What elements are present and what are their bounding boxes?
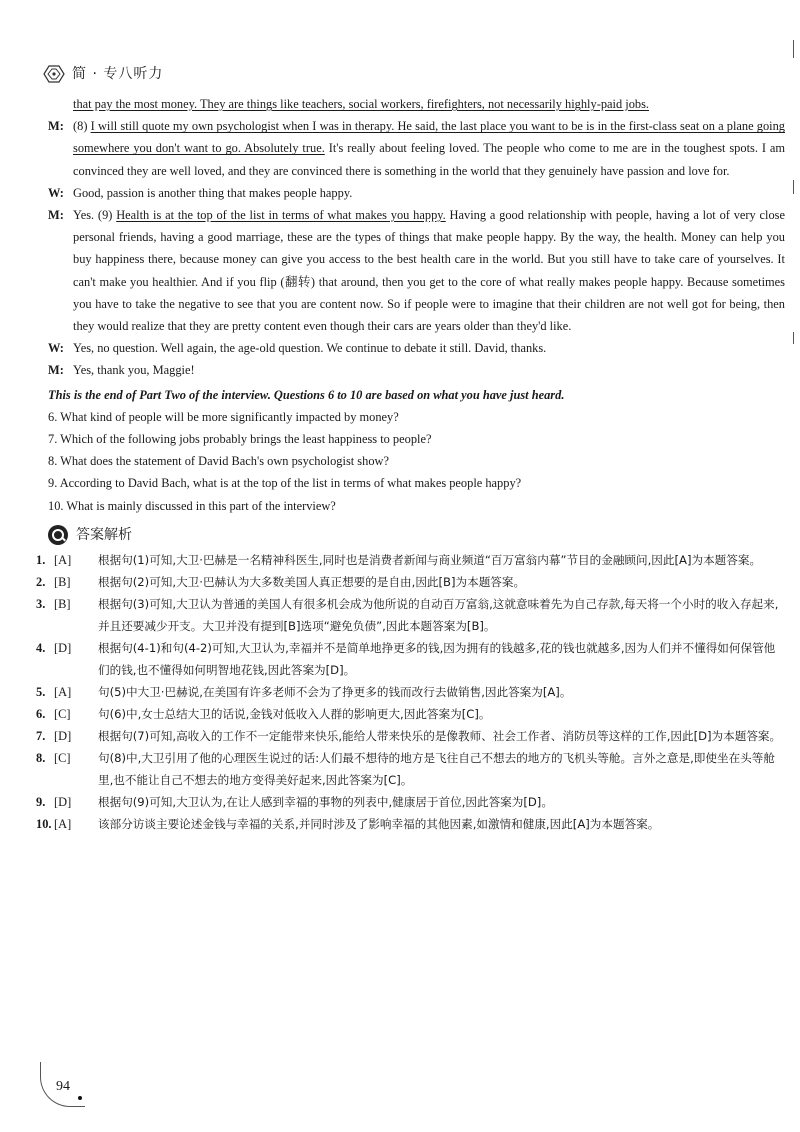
answer-key: [A] bbox=[54, 684, 72, 699]
answer-number: 8. bbox=[36, 750, 46, 765]
answer-explanation: 根据句(3)可知,大卫认为普通的美国人有很多机会成为他所说的自动百万富翁,这就意味着先为自己存款,每天将一个小时的收入存起来,并且还要减少开支。大卫并没有提到[B]选项“避免负债”,因此本题答案为[B]。 bbox=[98, 596, 779, 633]
book-logo-icon bbox=[42, 62, 66, 84]
answer-list bbox=[36, 549, 785, 835]
text-segment: It's really about feeling loved. The people who come to me are in the toughest spots. I am convinced they are well loved, and they are convinced there is something in the world that they genuinely have passion and love for. bbox=[73, 141, 785, 178]
answer-item bbox=[36, 571, 785, 593]
transcript-line bbox=[48, 359, 785, 381]
answer-explanation: 该部分访谈主要论述金钱与幸福的关系,并同时涉及了影响幸福的其他因素,如激情和健康,因此[A]为本题答案。 bbox=[98, 816, 660, 831]
underlined-text: I will still quote my own psychologist when I was in therapy. He said, the last place you want to be is in the first-class seat on a plane going somewhere you don't want to go. Absolutely true. bbox=[73, 119, 785, 156]
answer-key: [D] bbox=[54, 794, 72, 809]
answers-section-title: 答案解析 bbox=[76, 526, 132, 543]
speaker-text bbox=[73, 337, 785, 359]
answer-number: 4. bbox=[36, 640, 46, 655]
transcript-line bbox=[48, 93, 785, 115]
text-segment: Good, passion is another thing that makes people happy. bbox=[73, 185, 353, 200]
magnifier-icon bbox=[48, 525, 68, 545]
instruction: This is the end of Part Two of the interview. Questions 6 to 10 are based on what you have just heard. bbox=[48, 387, 565, 402]
speaker-text bbox=[73, 359, 785, 381]
answer-number: 3. bbox=[36, 596, 46, 611]
page-content bbox=[36, 93, 785, 835]
transcript bbox=[48, 93, 785, 382]
transcript-line bbox=[48, 337, 785, 359]
answer-explanation: 句(5)中大卫·巴赫说,在美国有许多老师不会为了挣更多的钱而改行去做销售,因此答案为[A]。 bbox=[98, 684, 572, 699]
text-segment: Having a good relationship with people, having a lot of very close personal friends, having a good marriage, these are the types of things that make people happy. By the way, the health. Money can help you buy happiness there, because money can give you access to the best health care in the world. But you still have to take care of yourselves. It can't make you healthier. And if you flip (翻转) that around, then you get to the core of what really makes people happy. Because sometimes you have to take the negative to see that you are content now. So if people were to imagine that their children are not well got for being, then they would realize that they are pretty content even though their cars are years older than they'd like. bbox=[73, 208, 785, 334]
answer-key: [B] bbox=[54, 596, 71, 611]
book-title: 简 · 专八听力 bbox=[72, 66, 164, 82]
answer-number: 7. bbox=[36, 728, 46, 743]
speaker-text bbox=[73, 182, 785, 204]
margin-mark bbox=[793, 40, 794, 58]
speaker-text bbox=[73, 115, 785, 182]
answer-item bbox=[36, 637, 785, 681]
answer-key: [D] bbox=[54, 728, 72, 743]
speaker-label: M: bbox=[48, 363, 64, 378]
answer-item bbox=[36, 703, 785, 725]
answer-explanation: 根据句(4-1)和句(4-2)可知,大卫认为,幸福并不是简单地挣更多的钱,因为拥有的钱越多,花的钱也就越多,因为人们并不懂得如何保管他们的钱,也不懂得如何明智地花钱,因此答案为[D]。 bbox=[98, 640, 776, 677]
answer-explanation: 句(6)中,女士总结大卫的话说,金钱对低收入人群的影响更大,因此答案为[C]。 bbox=[98, 706, 491, 721]
speaker-text bbox=[73, 204, 785, 337]
question-item: 10. What is mainly discussed in this part of the interview? bbox=[48, 498, 336, 513]
answer-explanation: 根据句(1)可知,大卫·巴赫是一名精神科医生,同时也是消费者新闻与商业频道“百万富翁内幕”节目的金融顾问,因此[A]为本题答案。 bbox=[98, 552, 762, 567]
page-number: 94 bbox=[48, 1072, 78, 1102]
speaker-label: W: bbox=[48, 185, 64, 200]
answer-number: 9. bbox=[36, 794, 46, 809]
question-list bbox=[48, 406, 785, 517]
speaker-label: M: bbox=[48, 208, 64, 223]
transcript-line bbox=[48, 204, 785, 337]
margin-mark bbox=[793, 332, 794, 344]
answer-explanation: 根据句(9)可知,大卫认为,在让人感到幸福的事物的列表中,健康居于首位,因此答案为[D]。 bbox=[98, 794, 553, 809]
transcript-line bbox=[48, 115, 785, 182]
answer-item bbox=[36, 549, 785, 571]
answer-key: [C] bbox=[54, 706, 71, 721]
answer-number: 2. bbox=[36, 574, 46, 589]
answer-key: [A] bbox=[54, 552, 72, 567]
answer-item bbox=[36, 791, 785, 813]
page-header bbox=[42, 62, 163, 84]
answer-item bbox=[36, 593, 785, 637]
answer-key: [B] bbox=[54, 574, 71, 589]
answer-explanation: 根据句(7)可知,高收入的工作不一定能带来快乐,能给人带来快乐的是像教师、社会工作者、消防员等这样的工作,因此[D]为本题答案。 bbox=[98, 728, 782, 743]
answer-key: [D] bbox=[54, 640, 72, 655]
speaker-label: M: bbox=[48, 119, 64, 134]
answer-item bbox=[36, 681, 785, 703]
answer-explanation: 根据句(2)可知,大卫·巴赫认为大多数美国人真正想要的是自由,因此[B]为本题答案。 bbox=[98, 574, 526, 589]
transcript-line bbox=[48, 182, 785, 204]
answer-number: 5. bbox=[36, 684, 46, 699]
question-item: 6. What kind of people will be more significantly impacted by money? bbox=[48, 409, 399, 424]
text-segment: (8) bbox=[73, 119, 91, 134]
speaker-label: W: bbox=[48, 341, 64, 356]
answers-section-header bbox=[48, 521, 785, 549]
answer-explanation: 句(8)中,大卫引用了他的心理医生说过的话:人们最不想待的地方是飞往自己不想去的地方的飞机头等舱。言外之意是,即使坐在头等舱里,也不能让自己不想去的地方变得美好起来,因此答案为[C]。 bbox=[98, 750, 775, 787]
answer-key: [C] bbox=[54, 750, 71, 765]
answer-number: 10. bbox=[36, 816, 52, 831]
margin-mark bbox=[793, 180, 794, 194]
answer-key: [A] bbox=[54, 816, 72, 831]
text-segment: Yes. (9) bbox=[73, 208, 117, 223]
underlined-text: that pay the most money. They are things like teachers, social workers, firefighters, not necessarily highly-paid jobs. bbox=[73, 97, 650, 111]
underlined-text: Health is at the top of the list in terms of what makes you happy. bbox=[116, 208, 446, 223]
speaker-text bbox=[73, 97, 649, 111]
answer-item bbox=[36, 747, 785, 791]
answer-number: 6. bbox=[36, 706, 46, 721]
question-item: 8. What does the statement of David Bach's own psychologist show? bbox=[48, 454, 389, 469]
question-item: 7. Which of the following jobs probably brings the least happiness to people? bbox=[48, 432, 432, 447]
text-segment: Yes, thank you, Maggie! bbox=[73, 363, 195, 378]
answer-number: 1. bbox=[36, 552, 46, 567]
question-item: 9. According to David Bach, what is at the top of the list in terms of what makes people happy? bbox=[48, 476, 522, 491]
answer-item bbox=[36, 813, 785, 835]
text-segment: Yes, no question. Well again, the age-old question. We continue to debate it still. David, thanks. bbox=[73, 341, 547, 356]
answer-item bbox=[36, 725, 785, 747]
